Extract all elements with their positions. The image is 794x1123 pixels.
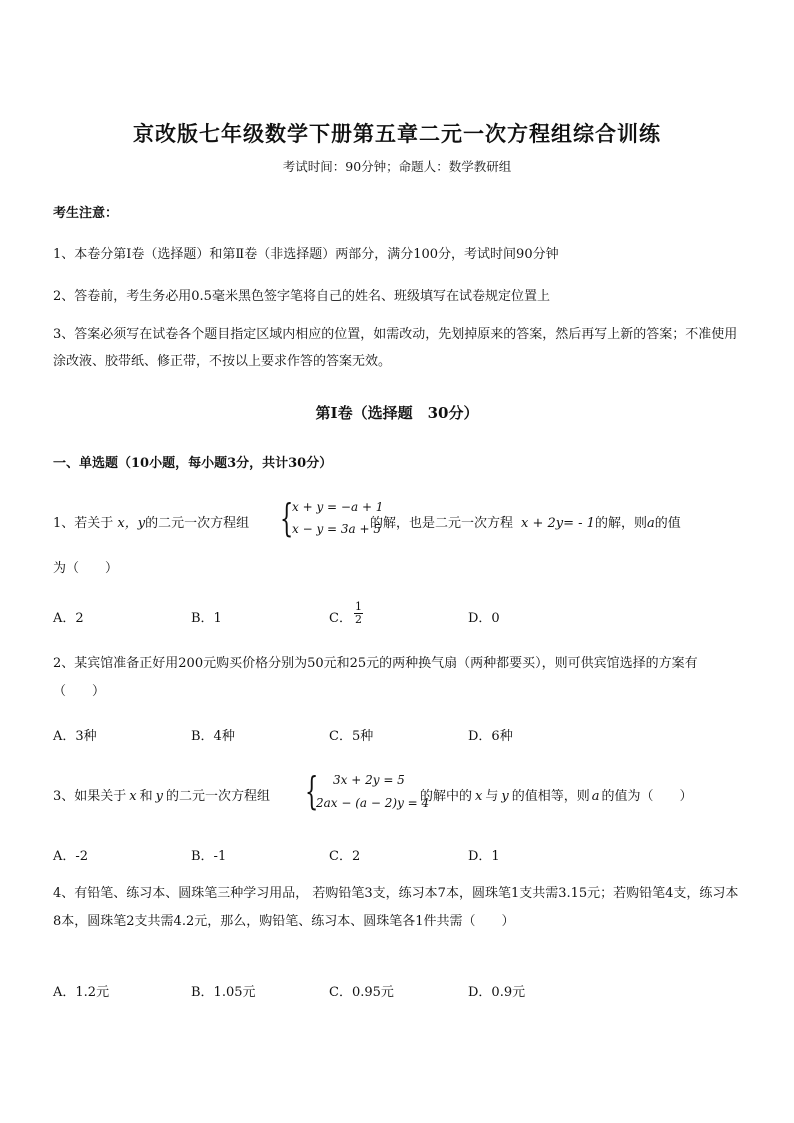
q1-option-c-fraction: 1 2: [355, 600, 362, 626]
question-1-tail: 的解，也是二元一次方程 x + 2y= - 1的解，则a的值: [370, 516, 681, 531]
question-3-tail: 的解中的 x 与 y 的值相等，则 a 的值为（ ）: [420, 789, 693, 804]
q1-option-d[interactable]: D．0: [468, 611, 500, 626]
q3-option-d[interactable]: D．1: [468, 849, 500, 864]
notice-heading: 考生注意：: [53, 206, 119, 221]
q4-option-b[interactable]: B．1.05元: [191, 985, 256, 1000]
q3-system-brace: {: [305, 769, 319, 813]
notice-item-3: 3、答案必须写在试卷各个题目指定区域内相应的位置，如需改动，先划掉原来的答案，然后再写上新的答案；不准使用涂改液、胶带纸、修正带，不按以上要求作答的答案无效。: [53, 327, 738, 369]
question-4-text: 4、有铅笔、练习本、圆珠笔三种学习用品， 若购铅笔3支，练习本7本，圆珠笔1支共需3.15元；若购铅笔4支，练习本8本，圆珠笔2支共需4.2元，那么，购铅笔、练习本、圆珠笔各1件共需（ ）: [53, 886, 739, 929]
page-subtitle: 考试时间：90分钟；命题人：数学教研组: [282, 159, 512, 174]
q1-system-brace: {: [280, 496, 294, 540]
notice-item-1: 1、本卷分第Ⅰ卷（选择题）和第Ⅱ卷（非选择题）两部分，满分100分，考试时间90分钟: [53, 247, 559, 262]
q3-option-b[interactable]: B．-1: [191, 849, 227, 864]
q4-option-d[interactable]: D．0.9元: [468, 985, 526, 1000]
notice-item-2: 2、答卷前，考生务必用0.5毫米黑色签字笔将自己的姓名、班级填写在试卷规定位置上: [53, 289, 550, 304]
question-2-text: 2、某宾馆准备正好用200元购买价格分别为50元和25元的两种换气扇（两种都要买），则可供宾馆选择的方案有（ ）: [53, 656, 698, 699]
q3-equation-2: 2ax − (a − 2)y = 4: [316, 796, 430, 810]
q1-option-c[interactable]: C．: [329, 611, 352, 626]
question-1-line2: 为（ ）: [53, 561, 119, 576]
q1-equation-1: x + y = −a + 1: [292, 500, 384, 514]
q3-option-c[interactable]: C．2: [329, 849, 361, 864]
section-title: 第Ⅰ卷（选择题 30分）: [315, 404, 479, 422]
page-title: 京改版七年级数学下册第五章二元一次方程组综合训练: [133, 121, 661, 146]
question-1-text: 1、若关于 x，y的二元一次方程组: [53, 516, 250, 531]
q2-option-a[interactable]: A．3种: [53, 729, 97, 744]
part-heading: 一、单选题（10小题，每小题3分，共计30分）: [53, 456, 333, 471]
q4-option-a[interactable]: A．1.2元: [53, 985, 110, 1000]
q1-vars: x，y: [117, 516, 146, 531]
q2-option-c[interactable]: C．5种: [329, 729, 374, 744]
q1-equation-2: x − y = 3a + 5: [292, 522, 382, 536]
q1-option-b[interactable]: B．1: [191, 611, 222, 626]
q3-option-a[interactable]: A．-2: [53, 849, 89, 864]
q1-option-a[interactable]: A．2: [53, 611, 84, 626]
q2-option-d[interactable]: D．6种: [468, 729, 513, 744]
q3-equation-1: 3x + 2y = 5: [333, 773, 405, 787]
question-3-text: 3、如果关于 x 和 y 的二元一次方程组: [53, 789, 271, 804]
q2-option-b[interactable]: B．4种: [191, 729, 235, 744]
q4-option-c[interactable]: C．0.95元: [329, 985, 394, 1000]
